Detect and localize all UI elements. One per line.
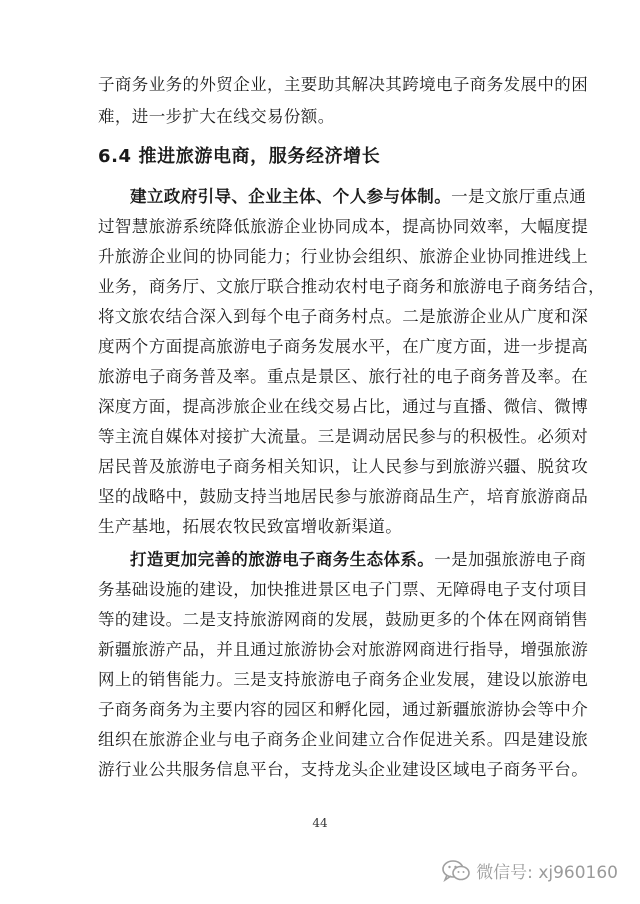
paragraph-text: 一是加强旅游电子商: [434, 550, 587, 569]
body-text-line: 升旅游企业间的协同能力；行业协会组织、旅游企业协同推进线上: [98, 247, 589, 266]
wechat-icon: [442, 860, 470, 882]
body-text-line: 游行业公共服务信息平台，支持龙头企业建设区域电子商务平台。: [98, 760, 589, 779]
paragraph-first-line: [130, 545, 587, 575]
body-text-line: 网上的销售能力。三是支持旅游电子商务企业发展，建设以旅游电: [98, 670, 589, 689]
body-text-line: 等的建设。二是支持旅游网商的发展，鼓励更多的个体在网商销售: [98, 610, 589, 629]
body-text-line: 难，进一步扩大在线交易份额。: [98, 107, 335, 126]
body-text-line: 居民普及旅游电子商务相关知识，让人民参与到旅游兴疆、脱贫攻: [98, 457, 589, 476]
body-text-line: 等主流自媒体对接扩大流量。三是调动居民参与的积极性。必须对: [98, 427, 589, 446]
body-text-line: 度两个方面提高旅游电子商务发展水平，在广度方面，进一步提高: [98, 337, 589, 356]
page-number: 44: [312, 816, 328, 830]
paragraph-lead: 建立政府引导、企业主体、个人参与体制。: [130, 187, 452, 206]
body-text-line: 生产基地，拓展农牧民致富增收新渠道。: [98, 517, 403, 536]
watermark-text: 微信号: xj960160: [476, 863, 618, 883]
paragraph-text: 一是文旅厅重点通: [451, 187, 587, 206]
section-heading: 6.4 推进旅游电商，服务经济增长: [98, 146, 381, 167]
body-text-line: 深度方面，提高涉旅企业在线交易占比，通过与直播、微信、微博: [98, 397, 589, 416]
body-text-line: 新疆旅游产品，并且通过旅游协会对旅游网商进行指导，增强旅游: [98, 640, 589, 659]
body-text-line: 旅游电子商务普及率。重点是景区、旅行社的电子商务普及率。在: [98, 367, 589, 386]
body-text-line: 组织在旅游企业与电子商务企业间建立合作促进关系。四是建设旅: [98, 730, 589, 749]
body-text-line: 业务，商务厅、文旅厅联合推动农村电子商务和旅游电子商务结合，: [98, 277, 605, 296]
paragraph-first-line: [130, 182, 587, 212]
body-text-line: 坚的战略中，鼓励支持当地居民参与旅游商品生产，培育旅游商品: [98, 487, 589, 506]
body-text-line: 子商务业务的外贸企业，主要助其解决其跨境电子商务发展中的困: [98, 75, 589, 94]
body-text-line: 务基础设施的建设，加快推进景区电子门票、无障碍电子支付项目: [98, 580, 589, 599]
paragraph-lead: 打造更加完善的旅游电子商务生态体系。: [130, 550, 435, 569]
body-text-line: 子商务商务为主要内容的园区和孵化园，通过新疆旅游协会等中介: [98, 700, 589, 719]
body-text-line: 过智慧旅游系统降低旅游企业协同成本，提高协同效率，大幅度提: [98, 217, 589, 236]
body-text-line: 将文旅农结合深入到每个电子商务村点。二是旅游企业从广度和深: [98, 307, 589, 326]
wechat-watermark: [442, 858, 618, 883]
